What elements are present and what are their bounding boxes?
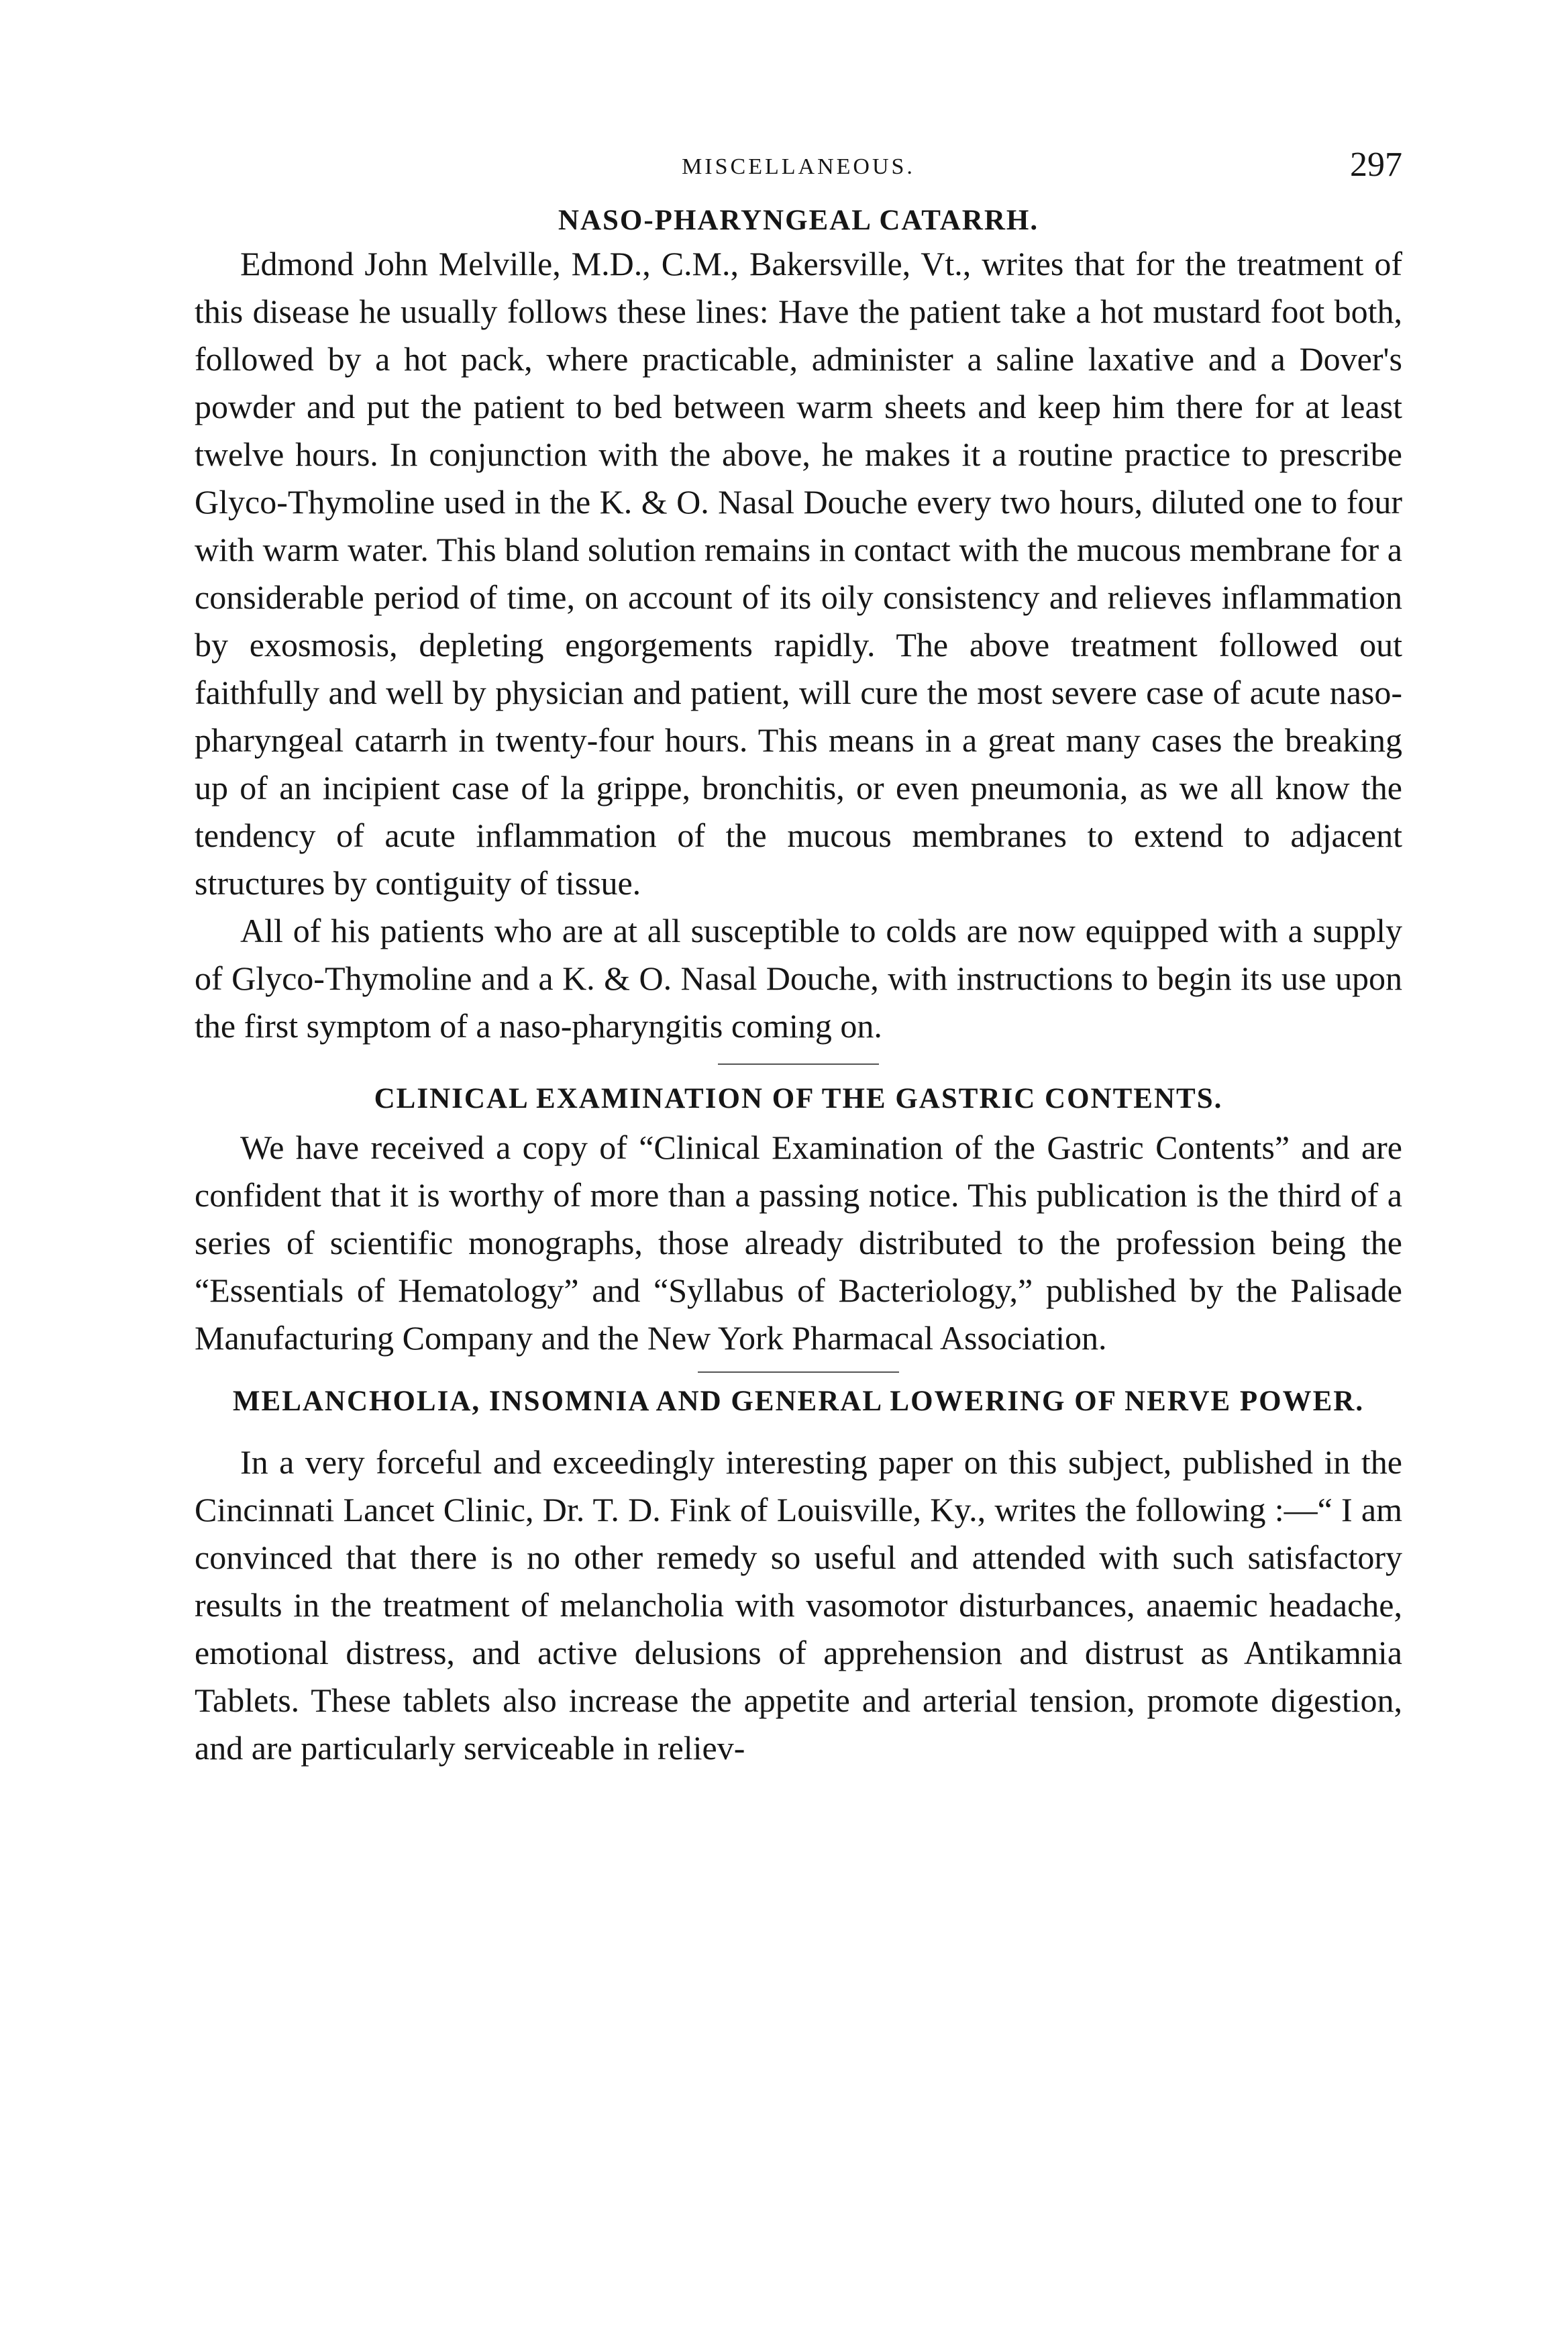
document-page — [195, 141, 1402, 1772]
running-title: MISCELLANEOUS. — [682, 154, 915, 179]
section-heading: CLINICAL EXAMINATION OF THE GASTRIC CONTENTS. — [374, 1083, 1223, 1114]
section-heading: NASO-PHARYNGEAL CATARRH. — [558, 205, 1039, 236]
page-number: 297 — [1350, 146, 1402, 184]
paragraph: In a very forceful and exceedingly interesting paper on this subject, published in the Cincinnati Lancet Clinic, Dr. T. D. Fink of Louisville, Ky., writes the following :—“ I am convinced that there is no other remedy so useful and attended with such satisfactory results in the treatment of melancholia with vasomotor disturbances, anaemic headache, emotional distress, and active delusions of apprehension and distrust as Antikamnia Tablets. These tablets also increase the appetite and arterial tension, promote digestion, and are particularly serviceable in reliev- — [195, 1443, 1402, 1767]
running-header — [195, 141, 1402, 201]
section-divider — [698, 1371, 899, 1373]
section-divider — [718, 1063, 879, 1065]
section-heading: MELANCHOLIA, INSOMNIA AND GENERAL LOWERING OF NERVE POWER. — [232, 1386, 1365, 1417]
article-melancholia — [195, 1382, 1402, 1772]
article-gastric-contents — [195, 1080, 1402, 1362]
paragraph: All of his patients who are at all susceptible to colds are now equipped with a supply of Glyco-Thymoline and a K. & O. Nasal Douche, with instructions to begin its use upon the first symptom of a naso-pharyngitis coming on. — [195, 912, 1402, 1045]
article-naso-pharyngeal-catarrh — [195, 201, 1402, 1050]
paragraph: Edmond John Melville, M.D., C.M., Bakersville, Vt., writes that for the treatment of this disease he usually follows these lines: Have the patient take a hot mustard foot both, followed by a hot pack, where practicable, administer a saline laxative and a Dover's powder and put the patient to bed between warm sheets and keep him there for at least twelve hours. In conjunction with the above, he makes it a routine practice to prescribe Glyco-Thymoline used in the K. & O. Nasal Douche every two hours, diluted one to four with warm water. This bland solution remains in contact with the mucous membrane for a considerable period of time, on account of its oily consistency and relieves inflammation by exosmosis, depleting engorgements rapidly. The above treatment followed out faithfully and well by physician and patient, will cure the most severe case of acute naso-pharyngeal catarrh in twenty-four hours. This means in a great many cases the breaking up of an incipient case of la grippe, bronchitis, or even pneumonia, as we all know the tendency of acute inflammation of the mucous membranes to extend to adjacent structures by contiguity of tissue. — [195, 245, 1402, 902]
paragraph: We have received a copy of “Clinical Examination of the Gastric Contents” and are confident that it is worthy of more than a passing notice. This publication is the third of a series of scientific monographs, those already distributed to the profession being the “Essentials of Hematology” and “Syllabus of Bacteriology,” published by the Palisade Manufacturing Company and the New York Pharmacal Association. — [195, 1129, 1402, 1357]
